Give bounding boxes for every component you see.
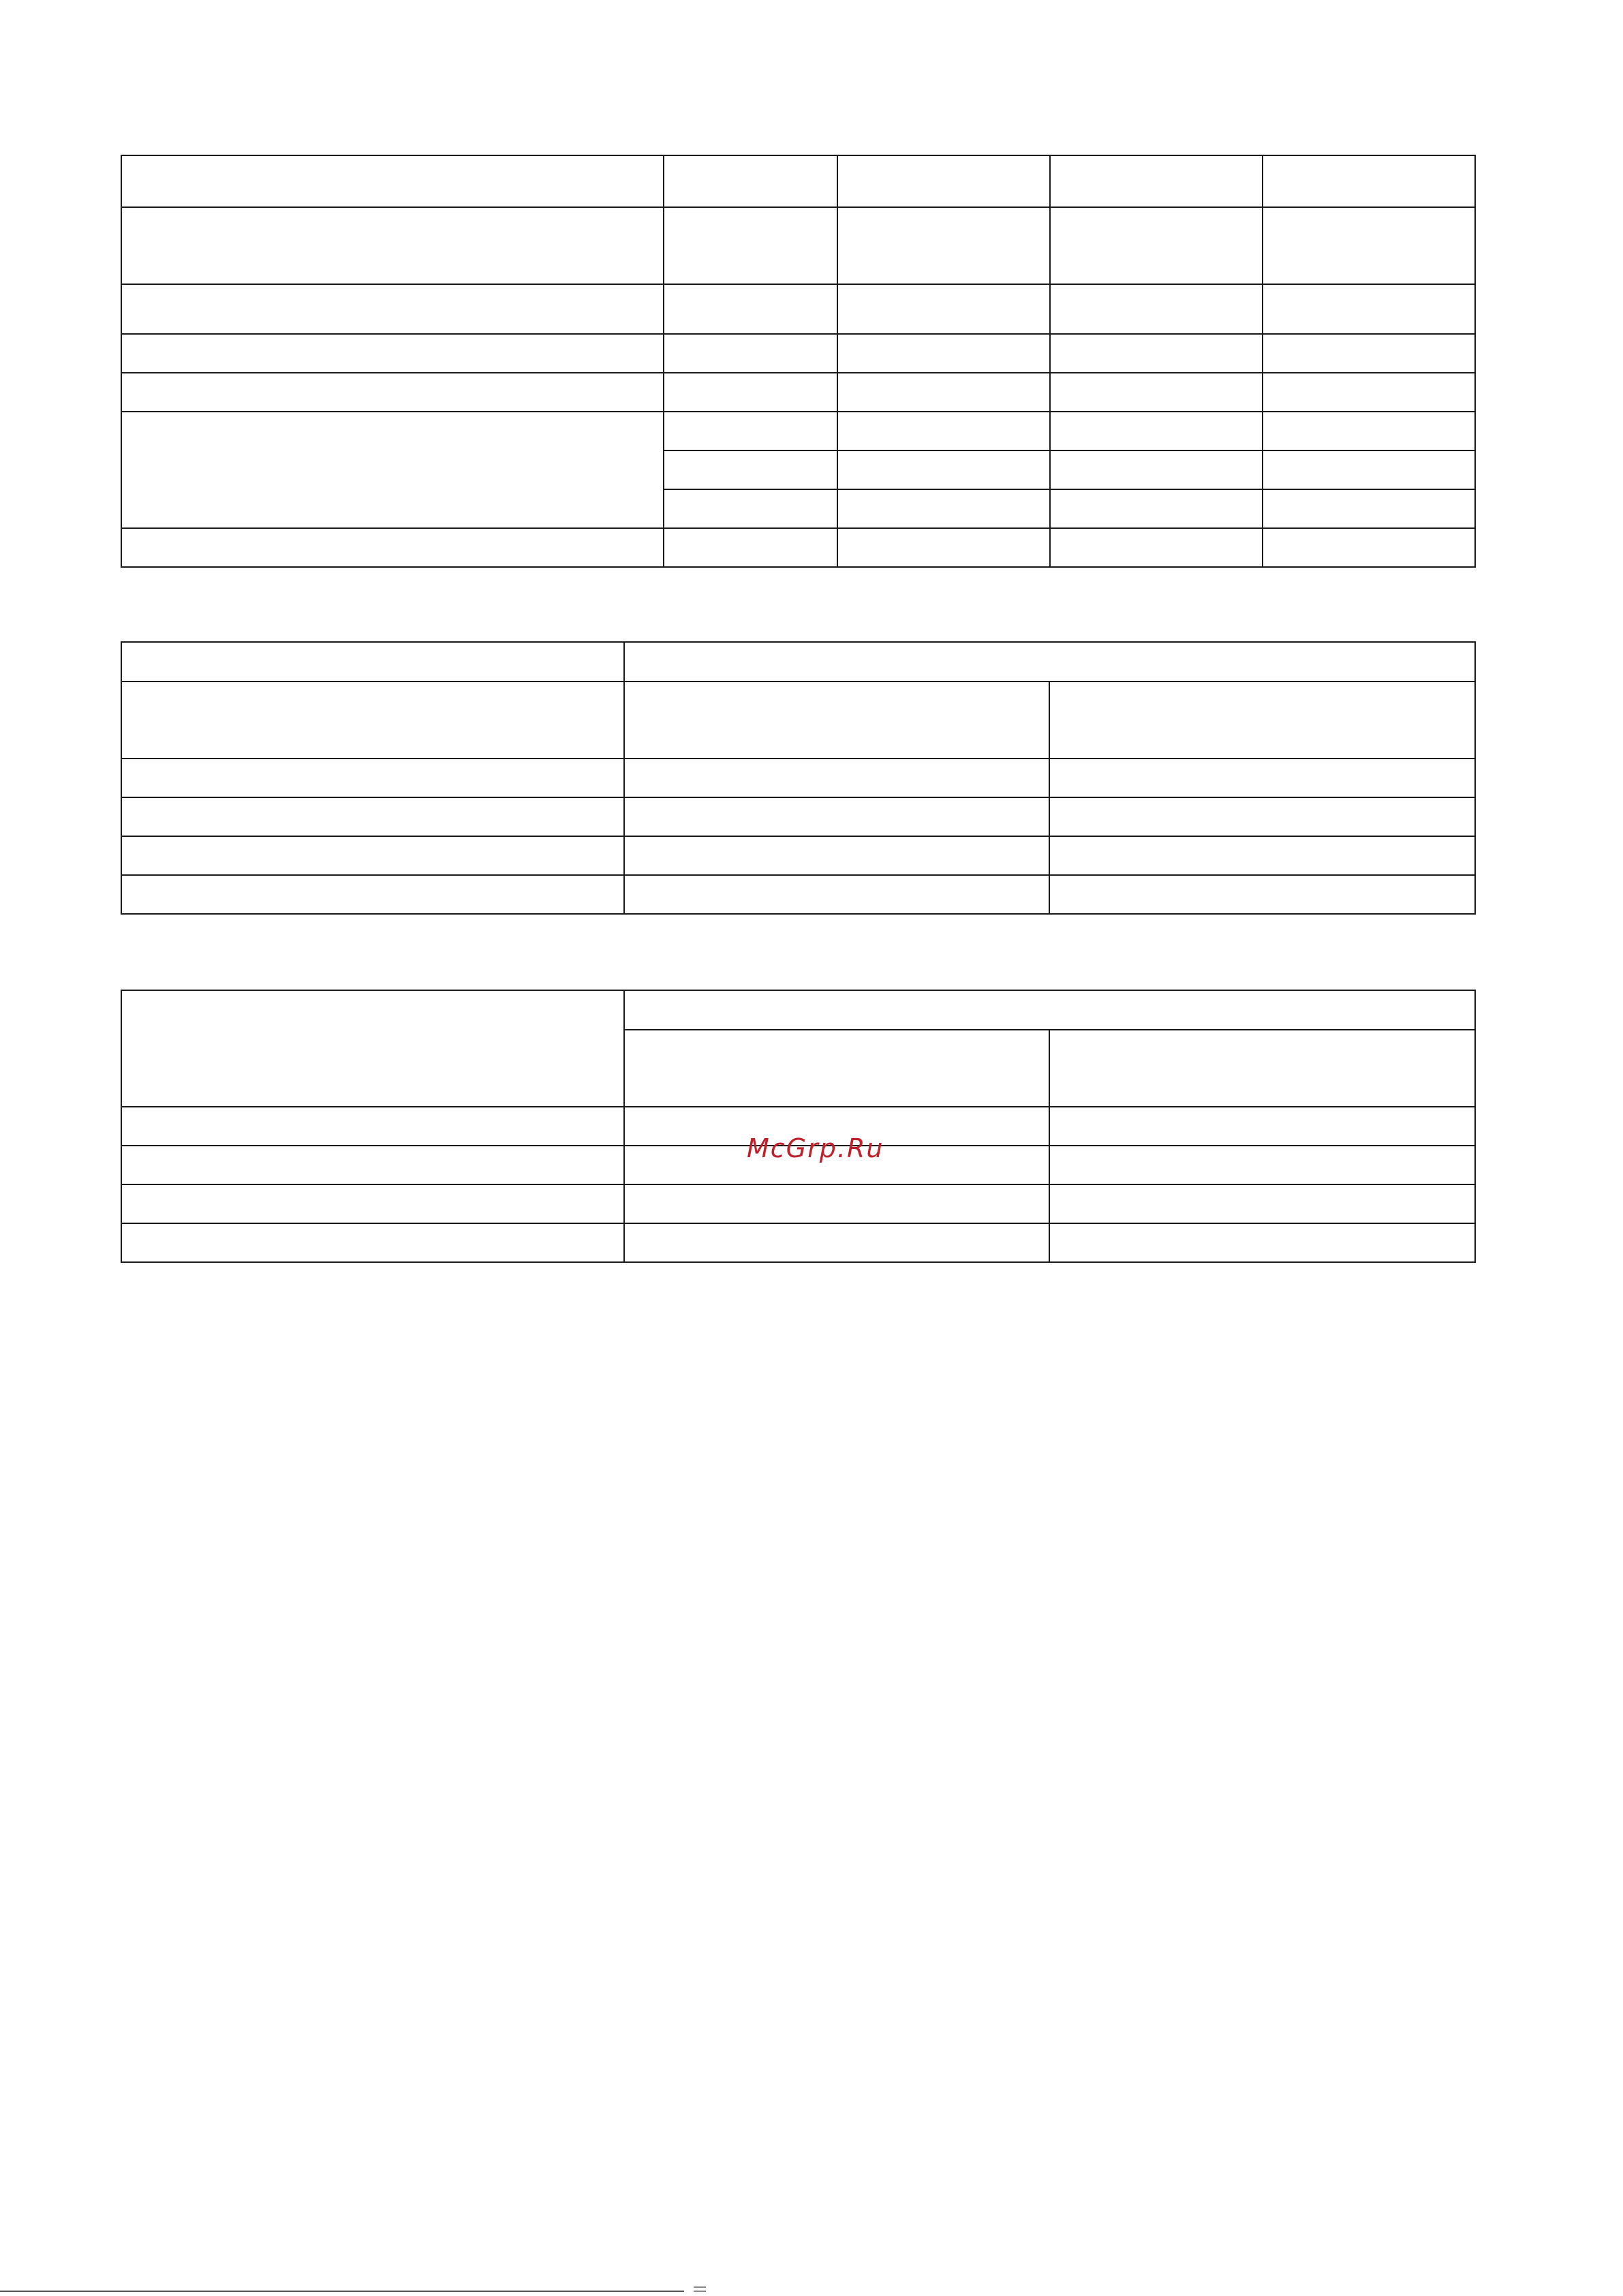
table-cell-merged <box>121 990 624 1107</box>
table-cell <box>121 528 664 567</box>
table-1 <box>121 155 1476 568</box>
watermark-text: McGrp.Ru <box>747 1133 884 1163</box>
table-row <box>121 207 1475 284</box>
table-cell <box>1049 682 1475 759</box>
table-cell <box>1050 207 1263 284</box>
table-cell <box>1049 1146 1475 1184</box>
table-cell <box>624 1184 1049 1223</box>
table-cell <box>121 1223 624 1262</box>
table-row <box>121 682 1475 759</box>
table-cell <box>121 284 664 334</box>
table-row <box>121 759 1475 797</box>
table-cell <box>121 836 624 875</box>
table-3 <box>121 990 1476 1263</box>
table-row <box>121 1184 1475 1223</box>
table-cell <box>664 373 837 412</box>
table-cell <box>121 155 664 207</box>
table-cell <box>1049 797 1475 836</box>
table-2 <box>121 641 1476 915</box>
table-cell <box>624 875 1049 914</box>
table-cell <box>664 450 837 489</box>
table-cell <box>121 875 624 914</box>
table-cell <box>837 207 1050 284</box>
table-cell <box>1050 450 1263 489</box>
table-cell <box>121 642 624 682</box>
table-cell <box>837 155 1050 207</box>
table-cell <box>1049 759 1475 797</box>
table-cell <box>837 528 1050 567</box>
table-row <box>121 797 1475 836</box>
table-cell <box>1263 412 1475 450</box>
table-cell <box>121 207 664 284</box>
table-cell <box>1263 207 1475 284</box>
table-cell <box>1050 334 1263 373</box>
table-row <box>121 990 1475 1030</box>
table-cell <box>664 489 837 528</box>
table-cell <box>664 207 837 284</box>
table-cell <box>837 489 1050 528</box>
table-cell <box>1049 1107 1475 1146</box>
table-cell <box>121 1146 624 1184</box>
table-cell <box>664 155 837 207</box>
table-cell <box>664 412 837 450</box>
table-cell <box>837 373 1050 412</box>
table-cell <box>121 1107 624 1146</box>
table-cell <box>121 334 664 373</box>
table-cell <box>1263 489 1475 528</box>
table-row <box>121 412 1475 450</box>
table-row <box>121 528 1475 567</box>
table-cell <box>664 528 837 567</box>
table-cell <box>121 373 664 412</box>
table-row <box>121 836 1475 875</box>
table-cell <box>1049 1223 1475 1262</box>
table-cell <box>1049 1030 1475 1107</box>
table-cell <box>1049 1184 1475 1223</box>
table-cell <box>837 450 1050 489</box>
table-row <box>121 373 1475 412</box>
table-cell <box>664 284 837 334</box>
table-cell-merged <box>624 642 1475 682</box>
table-cell <box>1263 373 1475 412</box>
table-cell <box>121 797 624 836</box>
table-cell <box>1263 450 1475 489</box>
table-cell <box>1049 875 1475 914</box>
table-cell <box>624 797 1049 836</box>
table-cell-merged <box>624 990 1475 1030</box>
table-cell <box>837 412 1050 450</box>
table-cell <box>837 284 1050 334</box>
table-row <box>121 875 1475 914</box>
table-cell <box>1050 412 1263 450</box>
table-cell <box>1263 155 1475 207</box>
table-cell <box>1049 836 1475 875</box>
table-cell <box>664 334 837 373</box>
table-cell <box>624 759 1049 797</box>
table-cell <box>1050 284 1263 334</box>
footer-mark <box>694 2286 706 2292</box>
table-cell-merged <box>121 412 664 528</box>
table-cell <box>1263 284 1475 334</box>
table-cell <box>1050 155 1263 207</box>
table-cell <box>1263 528 1475 567</box>
table-row <box>121 1223 1475 1262</box>
table-cell <box>121 759 624 797</box>
table-cell <box>624 836 1049 875</box>
table-cell <box>624 1030 1049 1107</box>
table-cell <box>624 1223 1049 1262</box>
table-cell <box>121 682 624 759</box>
table-cell <box>1050 489 1263 528</box>
table-row <box>121 155 1475 207</box>
table-cell <box>1050 528 1263 567</box>
table-row <box>121 334 1475 373</box>
footer-rule <box>0 2291 684 2292</box>
table-row <box>121 284 1475 334</box>
table-row <box>121 642 1475 682</box>
table-cell <box>121 1184 624 1223</box>
table-cell <box>624 682 1049 759</box>
table-cell <box>1263 334 1475 373</box>
table-cell <box>1050 373 1263 412</box>
table-cell <box>837 334 1050 373</box>
